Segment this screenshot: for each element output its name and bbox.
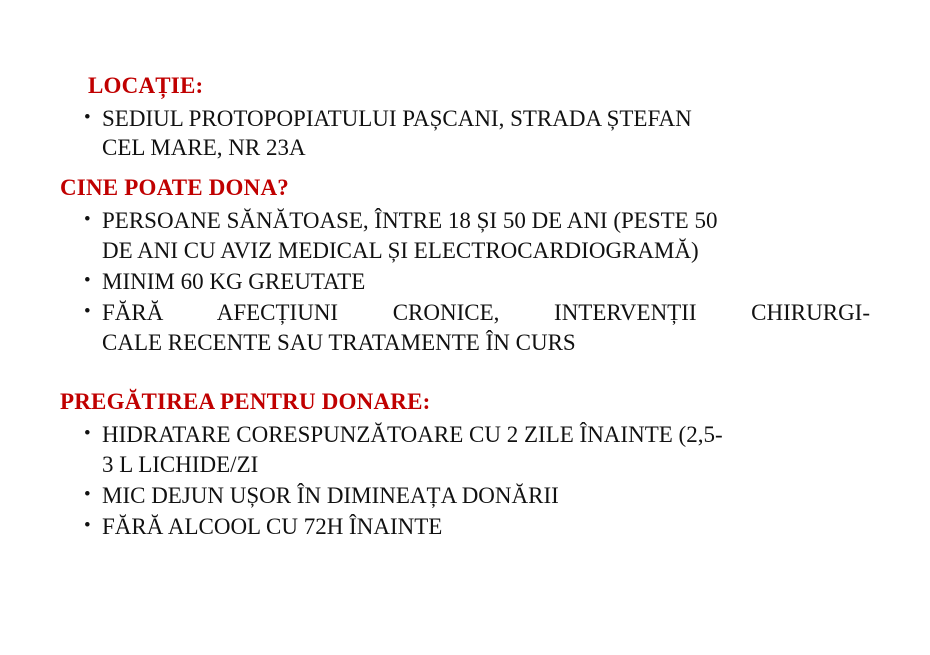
list-item-line: CEL MARE, NR 23A [102,135,306,161]
spacer [60,358,870,388]
list-item [60,512,870,542]
list-item-line: • HIDRATARE CORESPUNZĂTOARE CU 2 ZILE ÎNAINTE (2,5- [102,422,723,448]
list-item-line: 3 L LICHIDE/ZI [102,451,259,477]
list-item-line: • FĂRĂ ALCOOL CU 72H ÎNAINTE [102,513,443,539]
list-item-line: • MINIM 60 KG GREUTATE [102,268,366,294]
list-item-line: • MIC DEJUN UȘOR ÎN DIMINEAȚA DONĂRII [102,482,559,508]
section-heading-cine-poate-dona: CINE POATE DONA? [60,175,289,201]
section-cine-poate-dona [60,174,870,357]
locatie-list [60,104,870,164]
spacer [60,164,870,174]
list-item-line: DE ANI CU AVIZ MEDICAL ȘI ELECTROCARDIOGRAMĂ) [102,237,699,263]
list-item [60,104,870,164]
section-heading-pregatirea-pentru-donare: PREGĂTIREA PENTRU DONARE: [60,389,431,415]
list-item-line: CALE RECENTE SAU TRATAMENTE ÎN CURS [102,329,576,355]
list-item [60,267,870,297]
list-item [60,481,870,511]
list-item-line: • PERSOANE SĂNĂTOASE, ÎNTRE 18 ȘI 50 DE ANI (PESTE 50 [102,207,718,233]
cine-poate-dona-list [60,206,870,357]
list-item [60,298,870,358]
list-item-line: • FĂRĂ AFECȚIUNI CRONICE, INTERVENȚII CHIRURGI- [102,299,870,325]
list-item-line: • SEDIUL PROTOPOPIATULUI PAȘCANI, STRADA ȘTEFAN [102,105,692,131]
list-item [60,206,870,266]
section-locatie [60,72,870,163]
list-item [60,420,870,480]
pregatirea-list [60,420,870,542]
section-pregatirea-pentru-donare [60,388,870,541]
section-heading-locatie: LOCAȚIE: [88,73,204,98]
